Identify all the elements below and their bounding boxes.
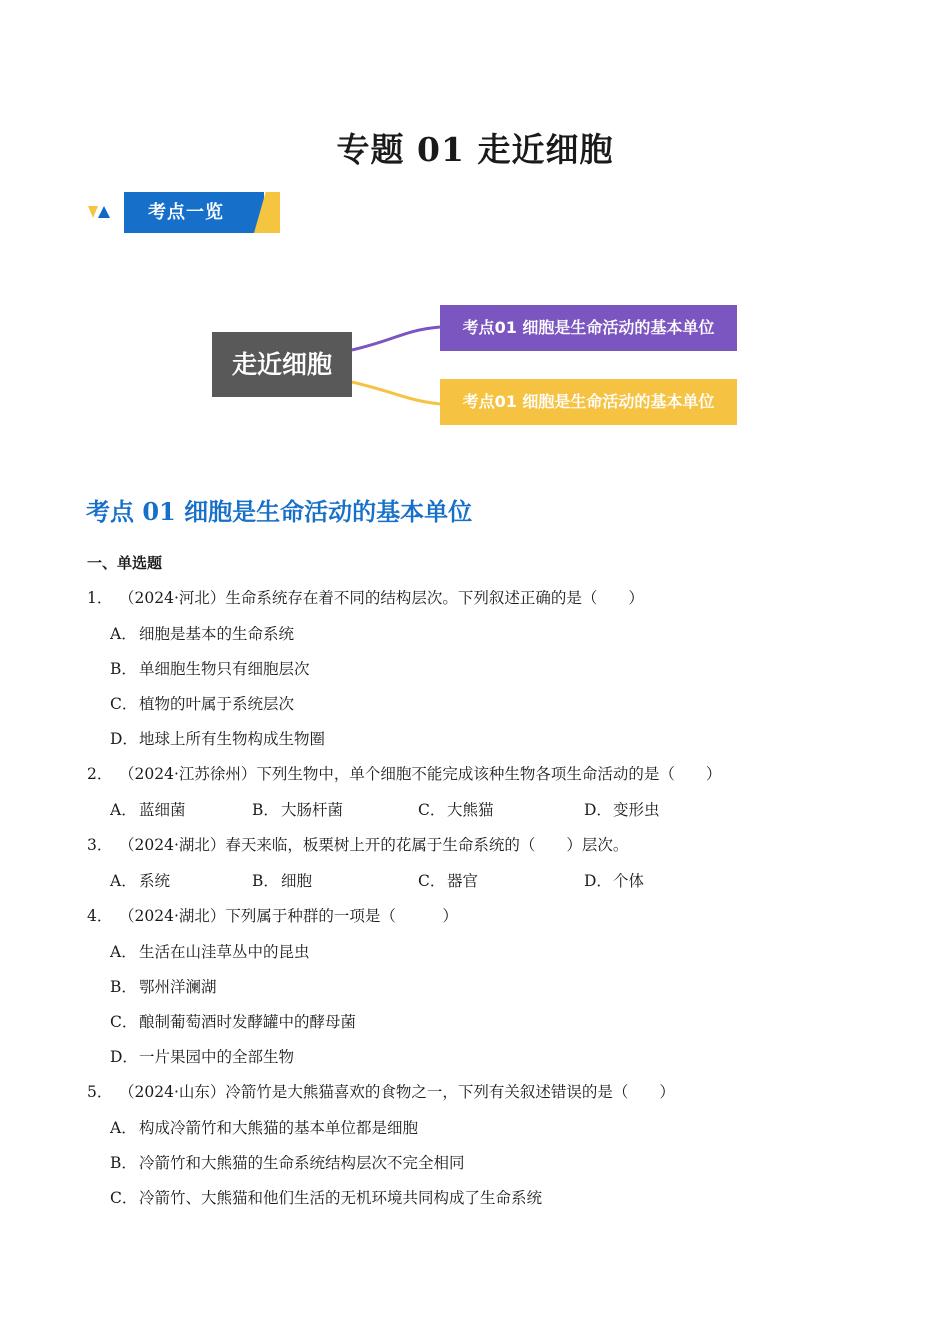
blue-triangle-icon xyxy=(98,206,110,218)
option-1a: A． 细胞是基本的生命系统 xyxy=(110,625,295,643)
option-4a: A． 生活在山洼草丛中的昆虫 xyxy=(110,943,310,961)
question-text: （2024·江苏徐州）下列生物中，单个细胞不能完成该种生物各项生命活动的是（ ） xyxy=(119,765,722,783)
option-4b: B． 鄂州洋澜湖 xyxy=(110,978,217,996)
section-title: 考点 01 细胞是生命活动的基本单位 xyxy=(86,497,473,526)
option-1c: C． 植物的叶属于系统层次 xyxy=(110,695,295,713)
question-text: （2024·湖北）下列属于种群的一项是（ ） xyxy=(119,907,458,925)
option-4c: C． 酿制葡萄酒时发酵罐中的酵母菌 xyxy=(110,1013,357,1031)
mindmap-node-2: 考点01 细胞是生命活动的基本单位 xyxy=(440,379,737,425)
option-3c: C． 器官 xyxy=(418,872,479,890)
option-1b: B． 单细胞生物只有细胞层次 xyxy=(110,660,310,678)
question-number: 5． xyxy=(87,1083,113,1101)
question-number: 3． xyxy=(87,836,113,854)
section-banner xyxy=(86,192,286,234)
option-1d: D．地球上所有生物构成生物圈 xyxy=(110,730,326,748)
page-title: 专题 01 走近细胞 xyxy=(336,130,614,169)
mindmap-node-1: 考点01 细胞是生命活动的基本单位 xyxy=(440,305,737,351)
option-2b: B． 大肠杆菌 xyxy=(252,801,344,819)
option-3d: D．个体 xyxy=(584,872,645,890)
question-number: 4． xyxy=(87,907,113,925)
question-type-heading: 一、单选题 xyxy=(87,554,163,572)
question-1 xyxy=(87,586,644,608)
question-number: 1． xyxy=(87,589,113,607)
option-4d: D．一片果园中的全部生物 xyxy=(110,1048,295,1066)
question-3 xyxy=(87,833,628,855)
option-3a: A． 系统 xyxy=(110,872,171,890)
question-text: （2024·河北）生命系统存在着不同的结构层次。下列叙述正确的是（ ） xyxy=(119,589,644,607)
option-5b: B． 冷箭竹和大熊猫的生命系统结构层次不完全相同 xyxy=(110,1154,465,1172)
question-2 xyxy=(87,762,721,784)
option-2c: C． 大熊猫 xyxy=(418,801,494,819)
option-2d: D．变形虫 xyxy=(584,801,660,819)
option-5a: A． 构成冷箭竹和大熊猫的基本单位都是细胞 xyxy=(110,1119,419,1137)
yellow-triangle-icon xyxy=(88,206,98,218)
question-4 xyxy=(87,904,458,926)
question-text: （2024·湖北）春天来临，板栗树上开的花属于生命系统的（ ）层次。 xyxy=(119,836,629,854)
banner-label: 考点一览 xyxy=(124,192,264,233)
mindmap xyxy=(200,300,760,440)
option-2a: A． 蓝细菌 xyxy=(110,801,186,819)
option-5c: C． 冷箭竹、大熊猫和他们生活的无机环境共同构成了生命系统 xyxy=(110,1189,543,1207)
question-5 xyxy=(87,1080,675,1102)
question-number: 2． xyxy=(87,765,113,783)
mindmap-root: 走近细胞 xyxy=(212,332,352,397)
question-text: （2024·山东）冷箭竹是大熊猫喜欢的食物之一，下列有关叙述错误的是（ ） xyxy=(119,1083,675,1101)
option-3b: B． 细胞 xyxy=(252,872,313,890)
